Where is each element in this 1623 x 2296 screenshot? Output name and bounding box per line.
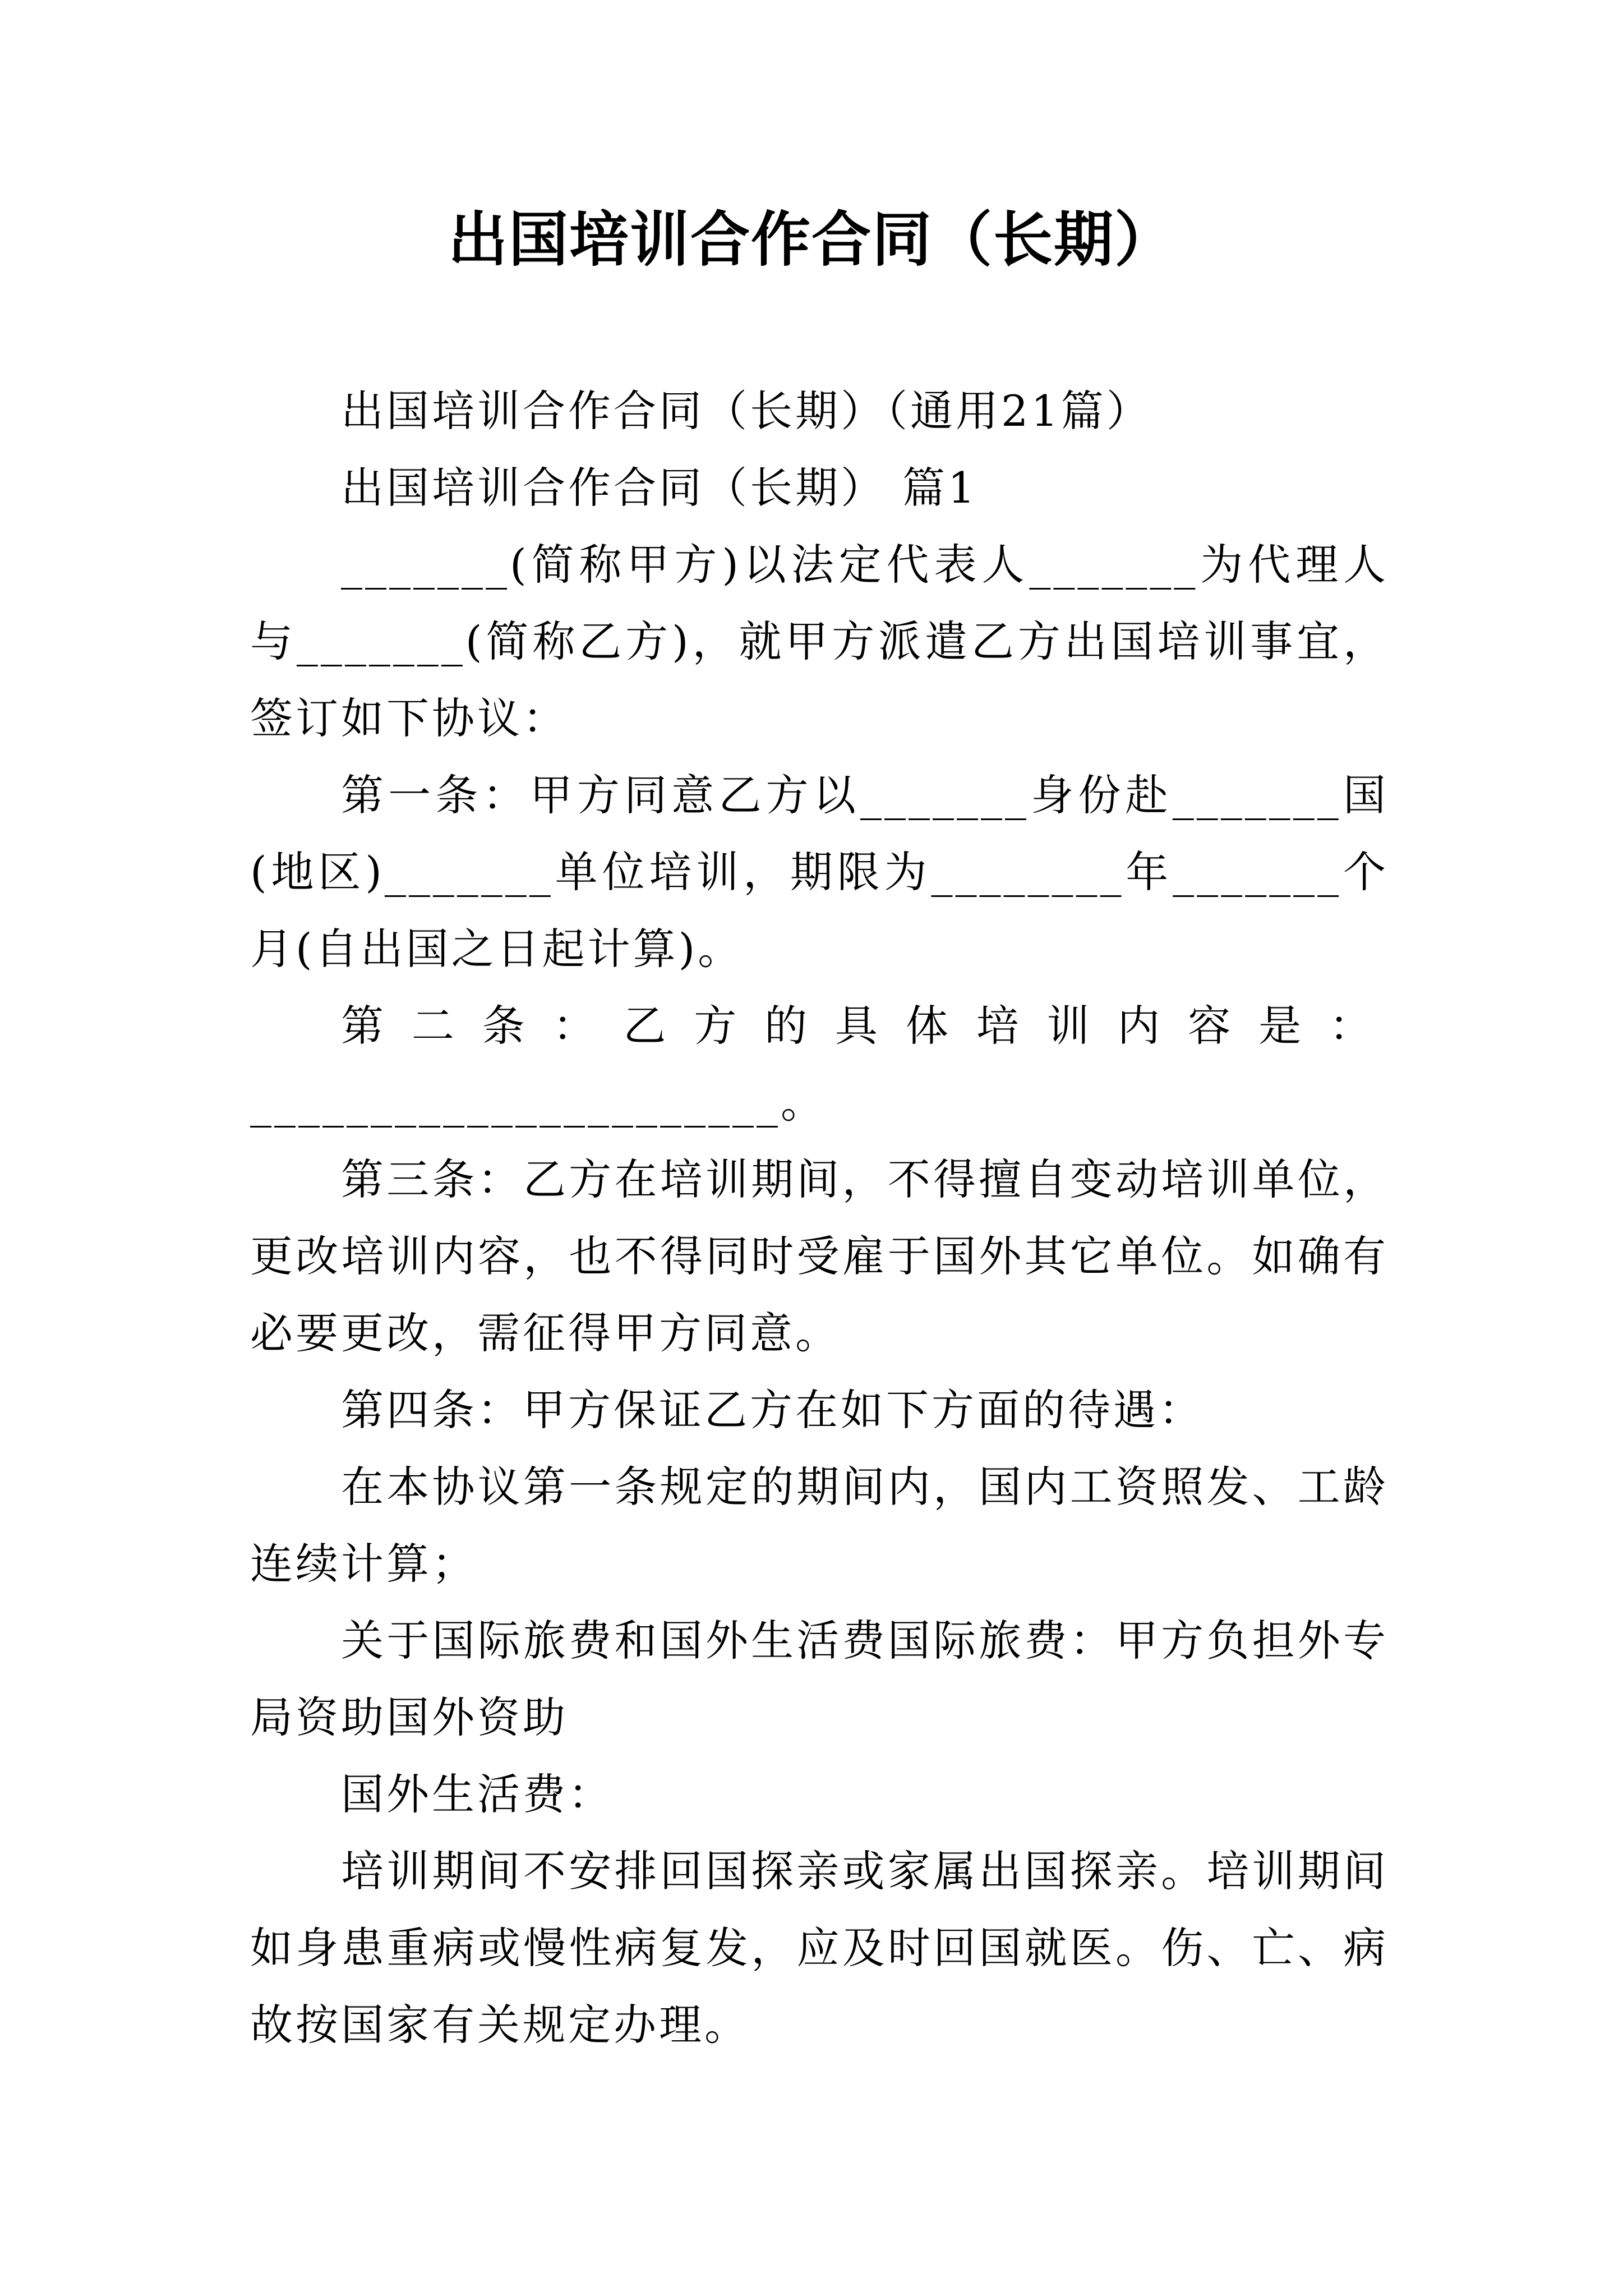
paragraph-article-1: 第一条：甲方同意乙方以_______身份赴_______国(地区)_______单位培训，期限为________年_______个月(自出国之日起计算)。 <box>250 770 1389 974</box>
paragraph-living-expenses: 国外生活费： <box>341 1769 614 1819</box>
paragraph-health: 培训期间不安排回国探亲或家属出国探亲。培训期间如身患重病或慢性病复发，应及时回国就医。伤、亡、病故按国家有关规定办理。 <box>250 1846 1389 2050</box>
paragraph-article-2-blank: ______________________。 <box>250 1078 826 1128</box>
document-title: 出国培训合作合同（长期） <box>448 204 1175 274</box>
paragraph-parties: _______(简称甲方)以法定代表人_______为代理人与_______(简称乙方)，就甲方派遣乙方出国培训事宜，签订如下协议： <box>250 540 1389 743</box>
paragraph-article-4: 第四条：甲方保证乙方在如下方面的待遇： <box>341 1385 1204 1435</box>
paragraph-subtitle: 出国培训合作合同（长期）（通用21篇） <box>341 386 1152 436</box>
document-body <box>250 372 1389 2063</box>
paragraph-section-heading: 出国培训合作合同（长期） 篇1 <box>341 463 978 513</box>
paragraph-travel-expenses: 关于国际旅费和国外生活费国际旅费：甲方负担外专局资助国外资助 <box>250 1616 1389 1742</box>
paragraph-salary: 在本协议第一条规定的期间内，国内工资照发、工龄连续计算； <box>250 1462 1389 1589</box>
paragraph-article-3: 第三条：乙方在培训期间，不得擅自变动培训单位，更改培训内容，也不得同时受雇于国外其它单位。如确有必要更改，需征得甲方同意。 <box>250 1154 1389 1358</box>
paragraph-article-2: 第二条：乙方的具体培训内容是： <box>341 1001 1389 1051</box>
